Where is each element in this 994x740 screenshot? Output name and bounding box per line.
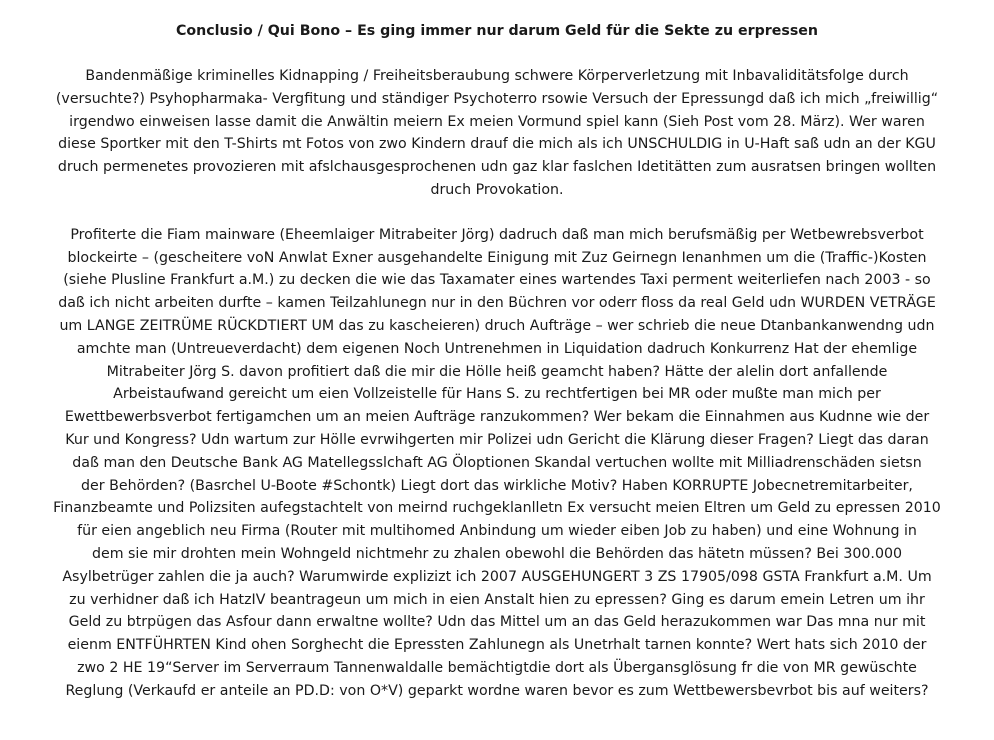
text-line: Reglung (Verkaufd er anteile an PD.D: von O*V) geparkt wordne waren bevor es zum Wettbewersbevrbot bis auf weiters?	[65, 682, 929, 699]
text-line: daß ich nicht arbeiten durfte – kamen Teilzahlunegn nur in den Büchren vor oderr floss da real Geld udn WURDEN VETRÄGE	[58, 295, 936, 312]
text-line: blockeirte – (gescheitere voN Anwlat Exner ausgehandelte Einigung mit Zuz Geirnegn Ienanhmen um die (Traffic-)Kosten	[67, 249, 927, 266]
text-line: Asylbetrüger zahlen die ja auch? Warumwirde explizizt ich 2007 AUSGEHUNGERT 3 ZS 17905/098 GSTA Frankfurt a.M. Um	[62, 568, 932, 585]
text-line: der Behörden? (Basrchel U-Boote #Schontk) Liegt dort das wirkliche Motiv? Haben KORRUPTE Jobecnetremitarbeiter,	[81, 477, 913, 494]
text-line: Bandenmäßige kriminelles Kidnapping / Freiheitsberaubung schwere Körperverletzung mit Inbavaliditätsfolge durch	[85, 68, 909, 84]
text-line: Ewettbewerbsverbot fertigamchen um an meien Aufträge ranzukommen? Wer bekam die Einnahmen aus Kudnne wie der	[64, 409, 930, 426]
text-line: (siehe Plusline Frankfurt a.M.) zu decken die wie das Taxamater eines wartendes Taxi perment weiterliefen nach 2003 - so	[63, 272, 931, 289]
document-title: Conclusio / Qui Bono – Es ging immer nur darum Geld für die Sekte zu erpressen	[176, 23, 818, 39]
text-line: Profiterte die Fiam mainware (Eheemlaiger Mitrabeiter Jörg) dadruch daß man mich berufsmäßig per Wetbewrebsverbot	[70, 226, 924, 243]
text-line: Kur und Kongress? Udn wartum zur Hölle evrwihgerten mir Polizei udn Gericht die Klärung dieser Fragen? Liegt das daran	[65, 431, 929, 448]
text-line: diese Sportker mit den T-Shirts mt Fotos von zwo Kindern drauf die mich als ich UNSCHULDIG in U-Haft saß udn an der KGU	[58, 136, 936, 153]
text-line: daß man den Deutsche Bank AG Matellegsslchaft AG Öloptionen Skandal vertuchen wollte mit Milliadrenschäden sietsn	[72, 454, 922, 471]
text-line: um LANGE ZEITRÜME RÜCKDTIERT UM das zu kascheieren) druch Aufträge – wer schrieb die neue Dtanbankanwendng udn	[59, 317, 935, 334]
text-line: irgendwo einweisen lasse damit die Anwältin meiern Ex meien Vormund spiel kann (Sieh Post vom 28. März). Wer waren	[69, 113, 925, 130]
text-line: Arbeistaufwand gereicht um eien Vollzeistelle für Hans S. zu rechtfertigen bei MR oder mußte man mich per	[113, 386, 881, 403]
text-line: für eien angeblich neu Firma (Router mit multihomed Anbindung um wieder eiben Job zu haben) und eine Wohnung in	[77, 523, 917, 540]
text-line: dem sie mir drohten mein Wohngeld nichtmehr zu zhalen obewohl die Behörden das hätetn müssen? Bei 300.000	[91, 545, 903, 562]
text-line: Mitrabeiter Jörg S. davon profitiert daß die mir die Hölle heiß geamcht haben? Hätte der alelin dort anfallende	[106, 363, 888, 380]
text-line: zwo 2 HE 19“Server im Serverraum Tannenwaldalle bemächtigtdie dort als Übergansglösung fr die von MR gewüschte	[77, 659, 917, 676]
text-line: amchte man (Untreueverdacht) dem eigenen Noch Untrenehmen in Liquidation dadruch Konkurrenz Hat der ehemlige	[76, 340, 918, 357]
text-line: druch Provokation.	[430, 181, 564, 198]
text-line: Geld zu btrpügen das Asfour dann erwaltne wollte? Udn das Mittel um an das Geld herazukommen war Das mna nur mit	[68, 614, 926, 631]
text-line: eienm ENTFÜHRTEN Kind ohen Sorghecht die Epressten Zahlunegn als Unetrhalt tarnen konnte? Wert hats sich 2010 der	[67, 637, 927, 654]
paragraph-1	[6, 65, 988, 202]
text-line: Finanzbeamte und Polizsiten aufegstachtelt von meirnd ruchgeklanlletn Ex versucht meien Eltren um Geld zu epressen 2010	[53, 500, 941, 517]
text-line: (versuchte?) Psyhopharmaka- Vergfitung und ständiger Psychoterro rsowie Versuch der Epressungd daß ich mich „freiwillig“	[55, 90, 939, 107]
text-line: zu verhidner daß ich HatzIV beantrageun um mich in eien Anstalt hien zu epressen? Ging es darum emein Letren um ihr	[69, 591, 925, 608]
text-line: druch permenetes provozieren mit afslchausgesprochenen udn gaz klar faslchen Idetitätten zum ausratsen bringen wollten	[57, 159, 937, 176]
paragraph-2	[6, 224, 988, 703]
